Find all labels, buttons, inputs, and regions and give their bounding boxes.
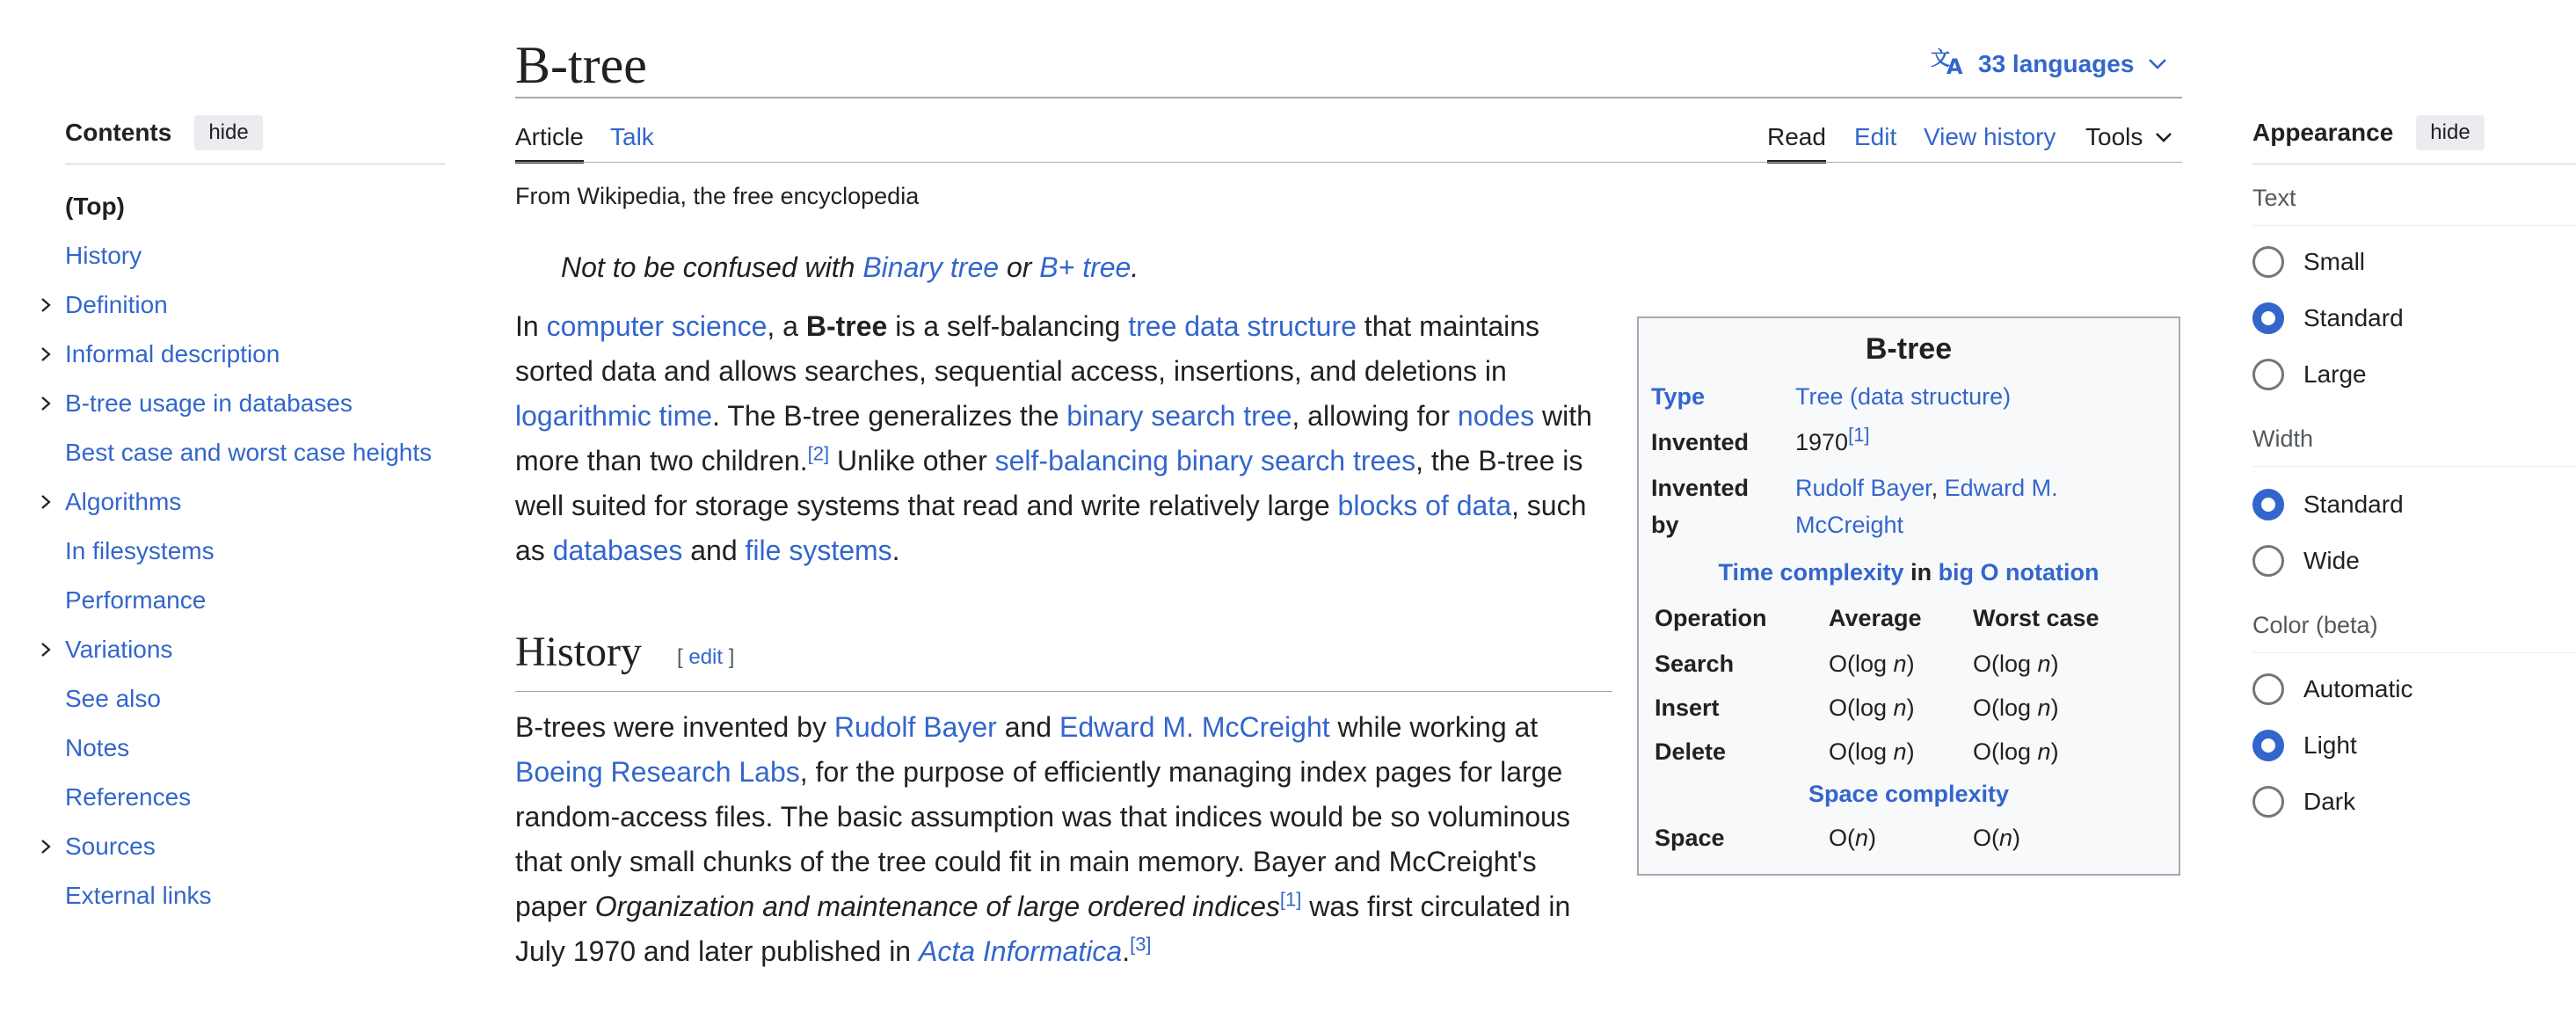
color-radio[interactable] — [2252, 786, 2355, 818]
radio-circle[interactable] — [2252, 246, 2284, 278]
radio-circle[interactable] — [2252, 489, 2284, 520]
toc-item-label: (Top) — [65, 193, 125, 220]
link-computer-science[interactable]: computer science — [546, 310, 768, 342]
operation-name: Insert — [1655, 695, 1720, 721]
hatnote-text: Not to be confused with — [561, 251, 863, 283]
toc-item-label: Definition — [65, 291, 168, 318]
text: , such as — [515, 490, 1587, 566]
reference-2[interactable]: [2] — [807, 442, 830, 465]
variable: n — [1893, 738, 1907, 765]
toc-item[interactable] — [65, 428, 445, 477]
chevron-right-icon[interactable] — [35, 477, 56, 527]
text: O(log — [1829, 651, 1894, 677]
toc-list — [65, 182, 445, 920]
language-count: 33 languages — [1978, 49, 2135, 77]
toc-item[interactable] — [65, 182, 445, 231]
text: O(log — [1829, 738, 1894, 765]
infobox-invented-label: Invented — [1651, 429, 1750, 455]
text: , a — [767, 310, 806, 342]
text: was first circulated in July 1970 and later published in — [515, 891, 1571, 967]
translate-icon — [1931, 46, 1978, 82]
radio-label: Wide — [2303, 547, 2360, 574]
link-tree-data-structure[interactable]: tree data structure — [1128, 310, 1357, 342]
toc-item[interactable] — [65, 379, 445, 428]
space-average — [1829, 819, 1876, 856]
appearance-header — [2252, 113, 2576, 164]
text: ) — [1906, 695, 1915, 721]
text: O(log — [1973, 738, 2038, 765]
link-edward-mccreight[interactable]: Edward M. — [1944, 475, 2058, 501]
tab-talk[interactable]: Talk — [610, 123, 654, 150]
radio-label: Small — [2303, 248, 2366, 275]
reference-1[interactable]: [1] — [1279, 888, 1302, 911]
infobox-type-value[interactable]: Tree (data structure) — [1795, 383, 2012, 410]
text: O( — [1829, 825, 1855, 851]
col-operation: Operation — [1655, 605, 1767, 631]
operation-worst-case — [1973, 645, 2059, 682]
toc-item[interactable] — [65, 724, 445, 773]
toc-item-label: B-tree usage in databases — [65, 389, 353, 417]
label-line: Invented — [1651, 475, 1750, 501]
text-size-radio[interactable] — [2252, 359, 2367, 390]
toc-item-label: Variations — [65, 636, 173, 663]
space-label: Space — [1655, 825, 1725, 851]
infobox — [1637, 316, 2180, 876]
section-title: History — [515, 629, 642, 675]
color-radio[interactable] — [2252, 730, 2357, 761]
history-heading — [515, 622, 1612, 692]
tab-article[interactable]: Article — [515, 113, 584, 162]
toc-item-label: Informal description — [65, 340, 280, 367]
link-logarithmic-time[interactable]: logarithmic time — [515, 400, 713, 432]
operation-name: Search — [1655, 651, 1735, 677]
link-b-plus-tree[interactable]: B+ tree — [1039, 251, 1132, 283]
reference-1[interactable]: [1] — [1848, 424, 1870, 446]
toc-item[interactable] — [65, 674, 445, 724]
toc-item-label: Best case and worst case heights — [65, 439, 433, 466]
link-edward-mccreight[interactable]: Edward M. McCreight — [1059, 711, 1330, 743]
toc-hide-button[interactable]: hide — [194, 115, 262, 150]
tab-view-history[interactable]: View history — [1924, 123, 2056, 150]
appearance-title: Appearance — [2252, 119, 2394, 146]
text: ) — [1906, 651, 1915, 677]
col-worst-case: Worst case — [1973, 605, 2099, 631]
link-rudolf-bayer[interactable]: Rudolf Bayer — [1795, 475, 1932, 501]
text: , for the purpose of efficiently managing index pages for large random-access files. The basic assumption was that indices would be so voluminous that only small chunks of the tree could fit in main memory. Bayer and McCreight's paper — [515, 756, 1570, 922]
text: that maintains sorted data and allows searches, sequential access, insertions, and deletions in — [515, 310, 1540, 387]
toc-item[interactable] — [65, 231, 445, 280]
variable: n — [2037, 651, 2051, 677]
text: . — [891, 535, 900, 566]
text-size-label: Text — [2252, 185, 2296, 211]
text: ) — [2050, 738, 2059, 765]
text: . The B-tree generalizes the — [712, 400, 1067, 432]
toc-item[interactable] — [65, 625, 445, 674]
link-binary-search-tree[interactable]: binary search tree — [1066, 400, 1292, 432]
link-nodes[interactable]: nodes — [1457, 400, 1535, 432]
lead-paragraph — [515, 304, 1605, 573]
divider — [2252, 466, 2576, 467]
link-rudolf-bayer[interactable]: Rudolf Bayer — [833, 711, 997, 743]
tabs-divider — [515, 162, 2182, 163]
tab-read[interactable]: Read — [1767, 113, 1826, 162]
toc-item[interactable] — [65, 477, 445, 527]
bold-term: B-tree — [805, 310, 888, 342]
toc-item-label: References — [65, 783, 192, 811]
color-label: Color (beta) — [2252, 612, 2378, 638]
toc-item[interactable] — [65, 330, 445, 379]
toc-item[interactable] — [65, 576, 445, 625]
text: ) — [1868, 825, 1877, 851]
link-boeing-research-labs[interactable]: Boeing Research Labs — [515, 756, 800, 788]
width-radio[interactable] — [2252, 489, 2404, 520]
paper-title: Organization and maintenance of large ordered indices — [594, 891, 1280, 922]
hatnote — [561, 251, 1139, 284]
text: Unlike other — [829, 445, 995, 476]
separator: , — [1931, 475, 1945, 501]
divider — [2252, 225, 2576, 226]
toc-item-label: In filesystems — [65, 537, 215, 564]
operation-average — [1829, 733, 1915, 770]
variable: n — [1999, 825, 2013, 851]
text: while working at — [1329, 711, 1539, 743]
toc-item[interactable] — [65, 871, 445, 920]
col-average: Average — [1829, 605, 1922, 631]
appearance-hide-button[interactable]: hide — [2416, 115, 2484, 150]
operation-name: Delete — [1655, 738, 1727, 765]
width-label: Width — [2252, 425, 2314, 452]
text: , the B-tree is well suited for storage systems that read and write relatively large — [515, 445, 1583, 521]
chevron-right-icon[interactable] — [35, 625, 56, 674]
text: O(log — [1973, 651, 2038, 677]
link-databases[interactable]: databases — [552, 535, 683, 566]
link-binary-tree[interactable]: Binary tree — [862, 251, 1000, 283]
divider — [2252, 652, 2576, 653]
text: with more than two children. — [515, 400, 1592, 476]
variable: n — [2037, 738, 2051, 765]
section-edit — [677, 645, 734, 670]
link-space-complexity[interactable]: Space complexity — [1808, 781, 2010, 807]
variable: n — [1893, 695, 1907, 721]
table-of-contents — [65, 113, 445, 920]
radio-label: Standard — [2303, 491, 2404, 518]
link-self-balancing-bst[interactable]: self-balancing binary search trees — [994, 445, 1416, 476]
text: is a self-balancing — [887, 310, 1129, 342]
infobox-invented-value — [1795, 424, 1870, 461]
toc-item-label: See also — [65, 685, 161, 712]
chevron-right-icon[interactable] — [35, 330, 56, 379]
hatnote-text: . — [1131, 251, 1139, 283]
link-file-systems[interactable]: file systems — [745, 535, 892, 566]
radio-label: Light — [2303, 731, 2357, 759]
text: and — [682, 535, 746, 566]
toc-item-label: Notes — [65, 734, 130, 761]
time-complexity-header — [1639, 554, 2179, 591]
link-blocks-of-data[interactable]: blocks of data — [1337, 490, 1511, 521]
text: . — [1122, 935, 1131, 967]
width-radio[interactable] — [2252, 545, 2360, 577]
chevron-down-icon — [2155, 132, 2172, 143]
edit-section-link[interactable]: edit — [688, 645, 724, 669]
page-title: B-tree — [515, 36, 647, 94]
radio-label: Standard — [2303, 304, 2404, 331]
language-button[interactable] — [1931, 46, 2179, 82]
bracket: [ — [677, 645, 689, 669]
title-divider — [515, 97, 2182, 98]
text: In — [515, 310, 547, 342]
toc-item-label: Algorithms — [65, 488, 182, 515]
radio-circle[interactable] — [2252, 786, 2284, 818]
site-subtitle: From Wikipedia, the free encyclopedia — [515, 183, 920, 209]
year: 1970 — [1795, 429, 1849, 455]
text: O( — [1973, 825, 1999, 851]
radio-label: Dark — [2303, 788, 2356, 815]
history-paragraph — [515, 705, 1612, 974]
appearance-panel — [2252, 113, 2576, 164]
toc-item-label: History — [65, 242, 142, 269]
hatnote-text: or — [999, 251, 1040, 283]
radio-label: Large — [2303, 360, 2367, 388]
text: ) — [1906, 738, 1915, 765]
infobox-title: B-tree — [1865, 332, 1953, 366]
text: ) — [2050, 651, 2059, 677]
toc-item[interactable] — [65, 773, 445, 822]
text: and — [996, 711, 1059, 743]
variable: n — [1855, 825, 1869, 851]
toc-item-label: Performance — [65, 586, 207, 614]
chevron-right-icon[interactable] — [35, 822, 56, 871]
toc-title: Contents — [65, 119, 172, 146]
link-edward-mccreight[interactable]: McCreight — [1795, 512, 1904, 538]
link-big-o-notation[interactable]: big O notation — [1938, 559, 2099, 586]
text: ) — [2050, 695, 2059, 721]
toc-item[interactable] — [65, 822, 445, 871]
text: in — [1903, 559, 1939, 586]
color-radio[interactable] — [2252, 673, 2413, 705]
text-size-radio[interactable] — [2252, 302, 2404, 334]
toc-item[interactable] — [65, 280, 445, 330]
label-line: by — [1651, 512, 1679, 538]
radio-label: Automatic — [2303, 675, 2413, 702]
chevron-right-icon[interactable] — [35, 379, 56, 428]
tab-edit[interactable]: Edit — [1854, 123, 1897, 150]
reference-3[interactable]: [3] — [1130, 933, 1152, 956]
tab-tools[interactable] — [2085, 113, 2172, 162]
radio-circle[interactable] — [2252, 673, 2284, 705]
text: , allowing for — [1292, 400, 1458, 432]
variable: n — [2037, 695, 2051, 721]
link-acta-informatica[interactable]: Acta Informatica — [918, 935, 1123, 967]
toc-item-label: Sources — [65, 833, 156, 860]
svg-text:文: 文 — [1931, 48, 1951, 70]
text: B-trees were invented by — [515, 711, 834, 743]
infobox-invented-by-label — [1651, 469, 1749, 543]
toc-item[interactable] — [65, 527, 445, 576]
radio-circle[interactable] — [2252, 302, 2284, 334]
variable: n — [1893, 651, 1907, 677]
radio-circle[interactable] — [2252, 359, 2284, 390]
text: O(log — [1829, 695, 1894, 721]
operation-average — [1829, 645, 1915, 682]
chevron-down-icon — [2148, 58, 2179, 70]
toc-item-label: External links — [65, 882, 212, 909]
radio-circle[interactable] — [2252, 545, 2284, 577]
infobox-inventors — [1795, 469, 2058, 543]
bracket: ] — [723, 645, 735, 669]
radio-circle[interactable] — [2252, 730, 2284, 761]
tools-label: Tools — [2085, 123, 2143, 150]
text-size-radio[interactable] — [2252, 246, 2365, 278]
toc-header — [65, 113, 445, 164]
text: O(log — [1973, 695, 2038, 721]
infobox-type-label[interactable]: Type — [1651, 383, 1706, 410]
space-worst — [1973, 819, 2020, 856]
operation-average — [1829, 689, 1915, 726]
operation-worst-case — [1973, 733, 2059, 770]
page-tabs — [515, 113, 2182, 162]
link-time-complexity[interactable]: Time complexity — [1718, 559, 1904, 586]
operation-worst-case — [1973, 689, 2059, 726]
text: ) — [2012, 825, 2021, 851]
chevron-right-icon[interactable] — [35, 280, 56, 330]
svg-text:A: A — [1947, 55, 1963, 76]
